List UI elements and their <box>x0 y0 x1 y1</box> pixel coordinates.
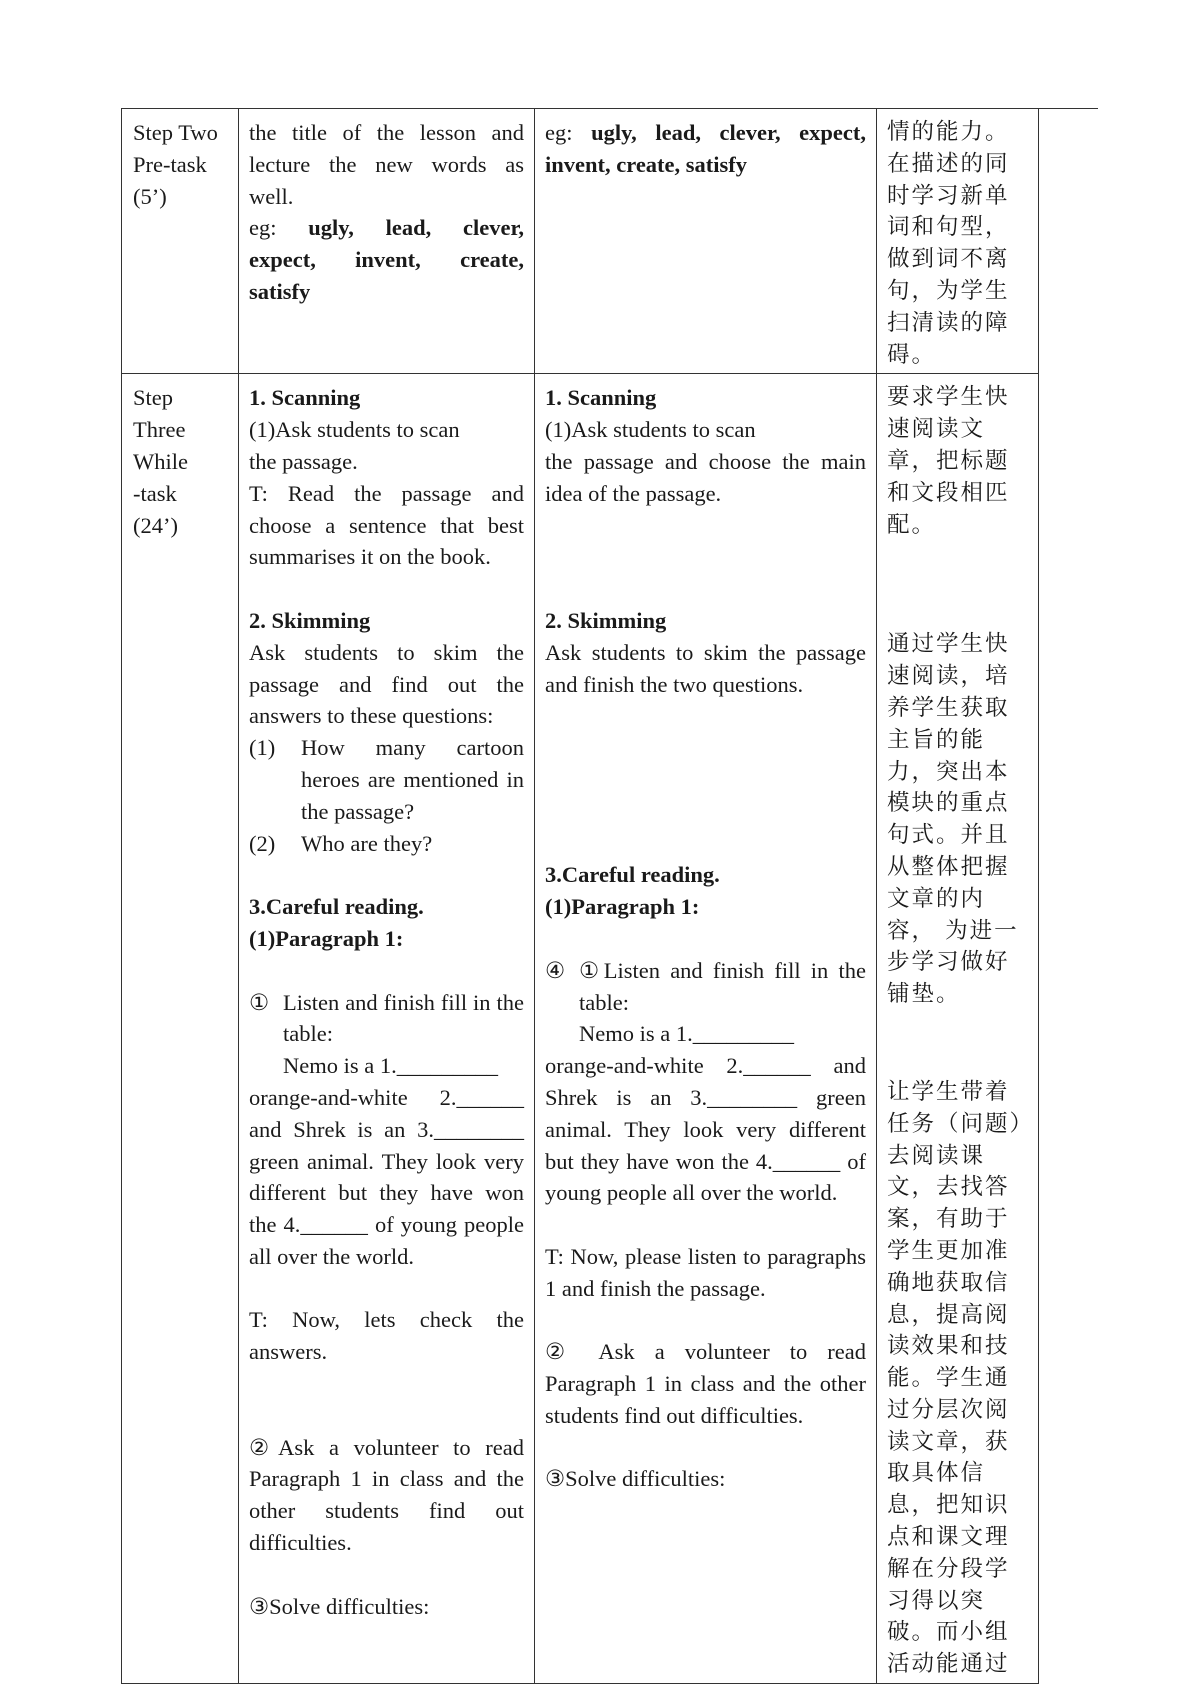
fill-blank-line: Nemo is a 1._________ <box>283 1053 498 1079</box>
question-text: Who are they? <box>301 830 433 856</box>
lesson-plan-table <box>121 108 1039 1684</box>
purpose-text: 通过学生快速阅读，培养学生获取主旨的能力，突出本模块的重点句式。并且从整体把握文章的内容， 为进一步学习做好铺垫。 <box>887 631 1019 1008</box>
task-item <box>545 955 866 1019</box>
example-words-line <box>249 212 524 244</box>
step-phase: Pre-task <box>133 151 207 177</box>
example-words-line <box>249 244 524 276</box>
purpose-text: 情的能力。在描述的同时学习新单词和句型，做到词不离句，为学生扫清读的障碍。 <box>887 119 1010 368</box>
text-line: the title of the lesson and <box>249 120 524 145</box>
step-name: Step <box>133 385 174 411</box>
task-item <box>249 987 524 1051</box>
paragraph: T: Read the passage and choose a sentence that best summarises it on the book. <box>249 480 524 570</box>
task-number: ① <box>249 989 270 1015</box>
paragraph: Ask students to skim the passage and find out the answers to these questions: <box>249 639 524 729</box>
step-name: Three <box>133 417 186 443</box>
purpose-cell <box>877 109 1039 374</box>
fill-blank-line: Nemo is a 1._________ <box>579 1021 794 1047</box>
vocab-words: ugly, lead, clever, expect, <box>591 120 866 145</box>
vocab-word: invent, <box>355 247 421 273</box>
paragraph: the passage and choose the main idea of the passage. <box>545 448 866 506</box>
paragraph: T: Now, please listen to paragraphs 1 and finish the passage. <box>545 1243 866 1301</box>
question-item <box>249 732 524 827</box>
eg-label: eg: <box>249 215 277 241</box>
task-text: Listen and finish fill in the table: <box>283 989 524 1047</box>
paragraph: ③Solve difficulties: <box>545 1466 726 1492</box>
paragraph: T: Now, lets check the answers. <box>249 1307 524 1365</box>
text-line: (1)Ask students to scan <box>545 417 756 443</box>
student-activity-cell <box>535 374 877 1684</box>
section-heading: 3.Careful reading. <box>249 894 424 920</box>
section-heading: 1. Scanning <box>545 385 657 411</box>
vocab-word: expect, <box>249 247 316 273</box>
step-phase: While <box>133 448 188 474</box>
question-number: (1) <box>249 735 276 761</box>
fill-blank-paragraph: orange-and-white 2.______ and Shrek is an 3.________ green animal. They look very different but they have won the 4.______ of young people all over the world. <box>545 1053 866 1206</box>
step-time: (24’) <box>133 512 178 538</box>
vocab-words: invent, create, satisfy <box>545 151 748 177</box>
paragraph: ②Ask a volunteer to read Paragraph 1 in class and the other students find out difficulties. <box>249 1434 524 1556</box>
text-line: the passage. <box>249 448 358 474</box>
text-line: well. <box>249 183 294 209</box>
question-item <box>249 828 524 860</box>
vocab-word: satisfy <box>249 278 311 304</box>
section-heading: 2. Skimming <box>249 607 371 633</box>
table-row <box>122 109 1039 374</box>
example-words-line <box>545 117 866 149</box>
vocab-word: lead, <box>385 215 432 241</box>
teacher-activity-cell <box>239 374 535 1684</box>
vocab-word: ugly, <box>308 215 354 241</box>
teacher-activity-cell <box>239 109 535 374</box>
text-line: (1)Ask students to scan <box>249 417 460 443</box>
purpose-cell <box>877 374 1039 1684</box>
section-heading: 1. Scanning <box>249 385 361 411</box>
step-cell <box>122 109 239 374</box>
section-heading: 3.Careful reading. <box>545 862 720 888</box>
step-name: Step Two <box>133 120 218 145</box>
purpose-text: 让学生带着任务（问题）去阅读课文，去找答案，有助于学生更加准确地获取信息，提高阅读效果和技能。学生通过分层次阅读文章，获取具体信息，把知识点和课文理解在分段学习得以突破。而小组活动能通过 <box>887 1078 1023 1678</box>
text-line: lecture the new words as <box>249 151 524 177</box>
fill-blank-paragraph: orange-and-white 2.______ and Shrek is an 3.________ green animal. They look very different but they have won the 4.______ of young people all over the world. <box>249 1084 524 1269</box>
paragraph: Ask students to skim the passage and finish the two questions. <box>545 639 866 697</box>
eg-label: eg: <box>545 120 573 145</box>
paragraph: ③Solve difficulties: <box>249 1593 430 1619</box>
question-text: How many cartoon heroes are mentioned in the passage? <box>301 735 524 824</box>
sub-heading: (1)Paragraph 1: <box>545 894 700 920</box>
section-heading: 2. Skimming <box>545 607 667 633</box>
paragraph: ② Ask a volunteer to read Paragraph 1 in class and the other students find out difficulties. <box>545 1339 866 1428</box>
step-cell <box>122 374 239 1684</box>
step-time: (5’) <box>133 183 167 209</box>
step-phase: -task <box>133 480 177 506</box>
task-text: ①Listen and finish fill in the table: <box>579 957 866 1015</box>
table-row <box>122 374 1039 1684</box>
purpose-text: 要求学生快速阅读文章，把标题和文段相匹配。 <box>887 384 1010 538</box>
sub-heading: (1)Paragraph 1: <box>249 925 404 951</box>
vocab-word: create, <box>460 247 524 273</box>
question-number: (2) <box>249 830 276 856</box>
vocab-word: clever, <box>463 215 525 241</box>
student-activity-cell <box>535 109 877 374</box>
task-number: ④ <box>545 957 566 983</box>
